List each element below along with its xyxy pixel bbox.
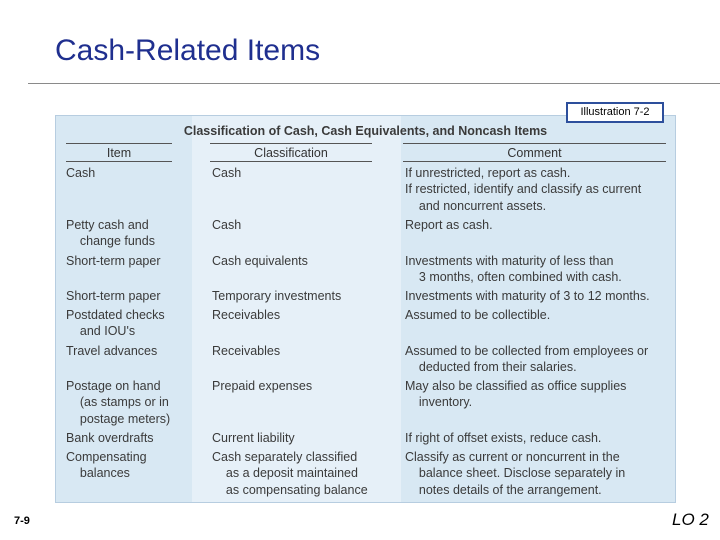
classification-cell: Cash separately classified as a deposit maintained as compensating balance (212, 450, 368, 497)
comment-cell: Investments with maturity of less than 3 months, often combined with cash. (405, 254, 622, 285)
item-cell: Petty cash and change funds (66, 218, 155, 249)
illustration-label: Illustration 7-2 (566, 102, 664, 123)
item-cell: Travel advances (66, 344, 158, 358)
classification-cell: Prepaid expenses (212, 379, 313, 393)
comment-cell: Investments with maturity of 3 to 12 months. (405, 289, 650, 303)
comment-cell: Report as cash. (405, 218, 493, 232)
item-cell: Short-term paper (66, 254, 161, 268)
comment-cell: May also be classified as office supplies inventory. (405, 379, 627, 410)
classification-cell: Cash (212, 218, 242, 232)
header-comment: Comment (403, 146, 666, 162)
item-cell: Short-term paper (66, 289, 161, 303)
title-rule (28, 83, 720, 84)
classification-cell: Current liability (212, 431, 295, 445)
comment-cell: Classify as current or noncurrent in the balance sheet. Disclose separately in notes details of the arrangement. (405, 450, 626, 497)
comment-cell: If right of offset exists, reduce cash. (405, 431, 602, 445)
item-cell: Postdated checks and IOU's (66, 308, 165, 339)
slide-title: Cash-Related Items (55, 34, 321, 67)
item-cell: Postage on hand (as stamps or in postage meters) (66, 379, 171, 426)
header-classification: Classification (210, 146, 372, 162)
classification-cell: Temporary investments (212, 289, 342, 303)
classification-cell: Cash (212, 166, 242, 180)
header-rule-comment (403, 143, 666, 144)
header-rule-item (66, 143, 172, 144)
classification-cell: Receivables (212, 344, 281, 358)
table-title: Classification of Cash, Cash Equivalents, and Noncash Items (183, 124, 548, 138)
item-cell: Cash (66, 166, 96, 180)
comment-cell: Assumed to be collectible. (405, 308, 551, 322)
item-cell: Bank overdrafts (66, 431, 154, 445)
comment-cell: If unrestricted, report as cash. If restricted, identify and classify as current and noncurrent assets. (405, 166, 642, 213)
classification-cell: Cash equivalents (212, 254, 308, 268)
header-rule-classification (210, 143, 372, 144)
item-cell: Compensating balances (66, 450, 147, 481)
slide-number: 7-9 (14, 515, 30, 527)
comment-cell: Assumed to be collected from employees or deducted from their salaries. (405, 344, 649, 375)
classification-cell: Receivables (212, 308, 281, 322)
header-item: Item (66, 146, 172, 162)
learning-objective-label: LO 2 (672, 510, 709, 529)
classification-table (55, 115, 676, 503)
